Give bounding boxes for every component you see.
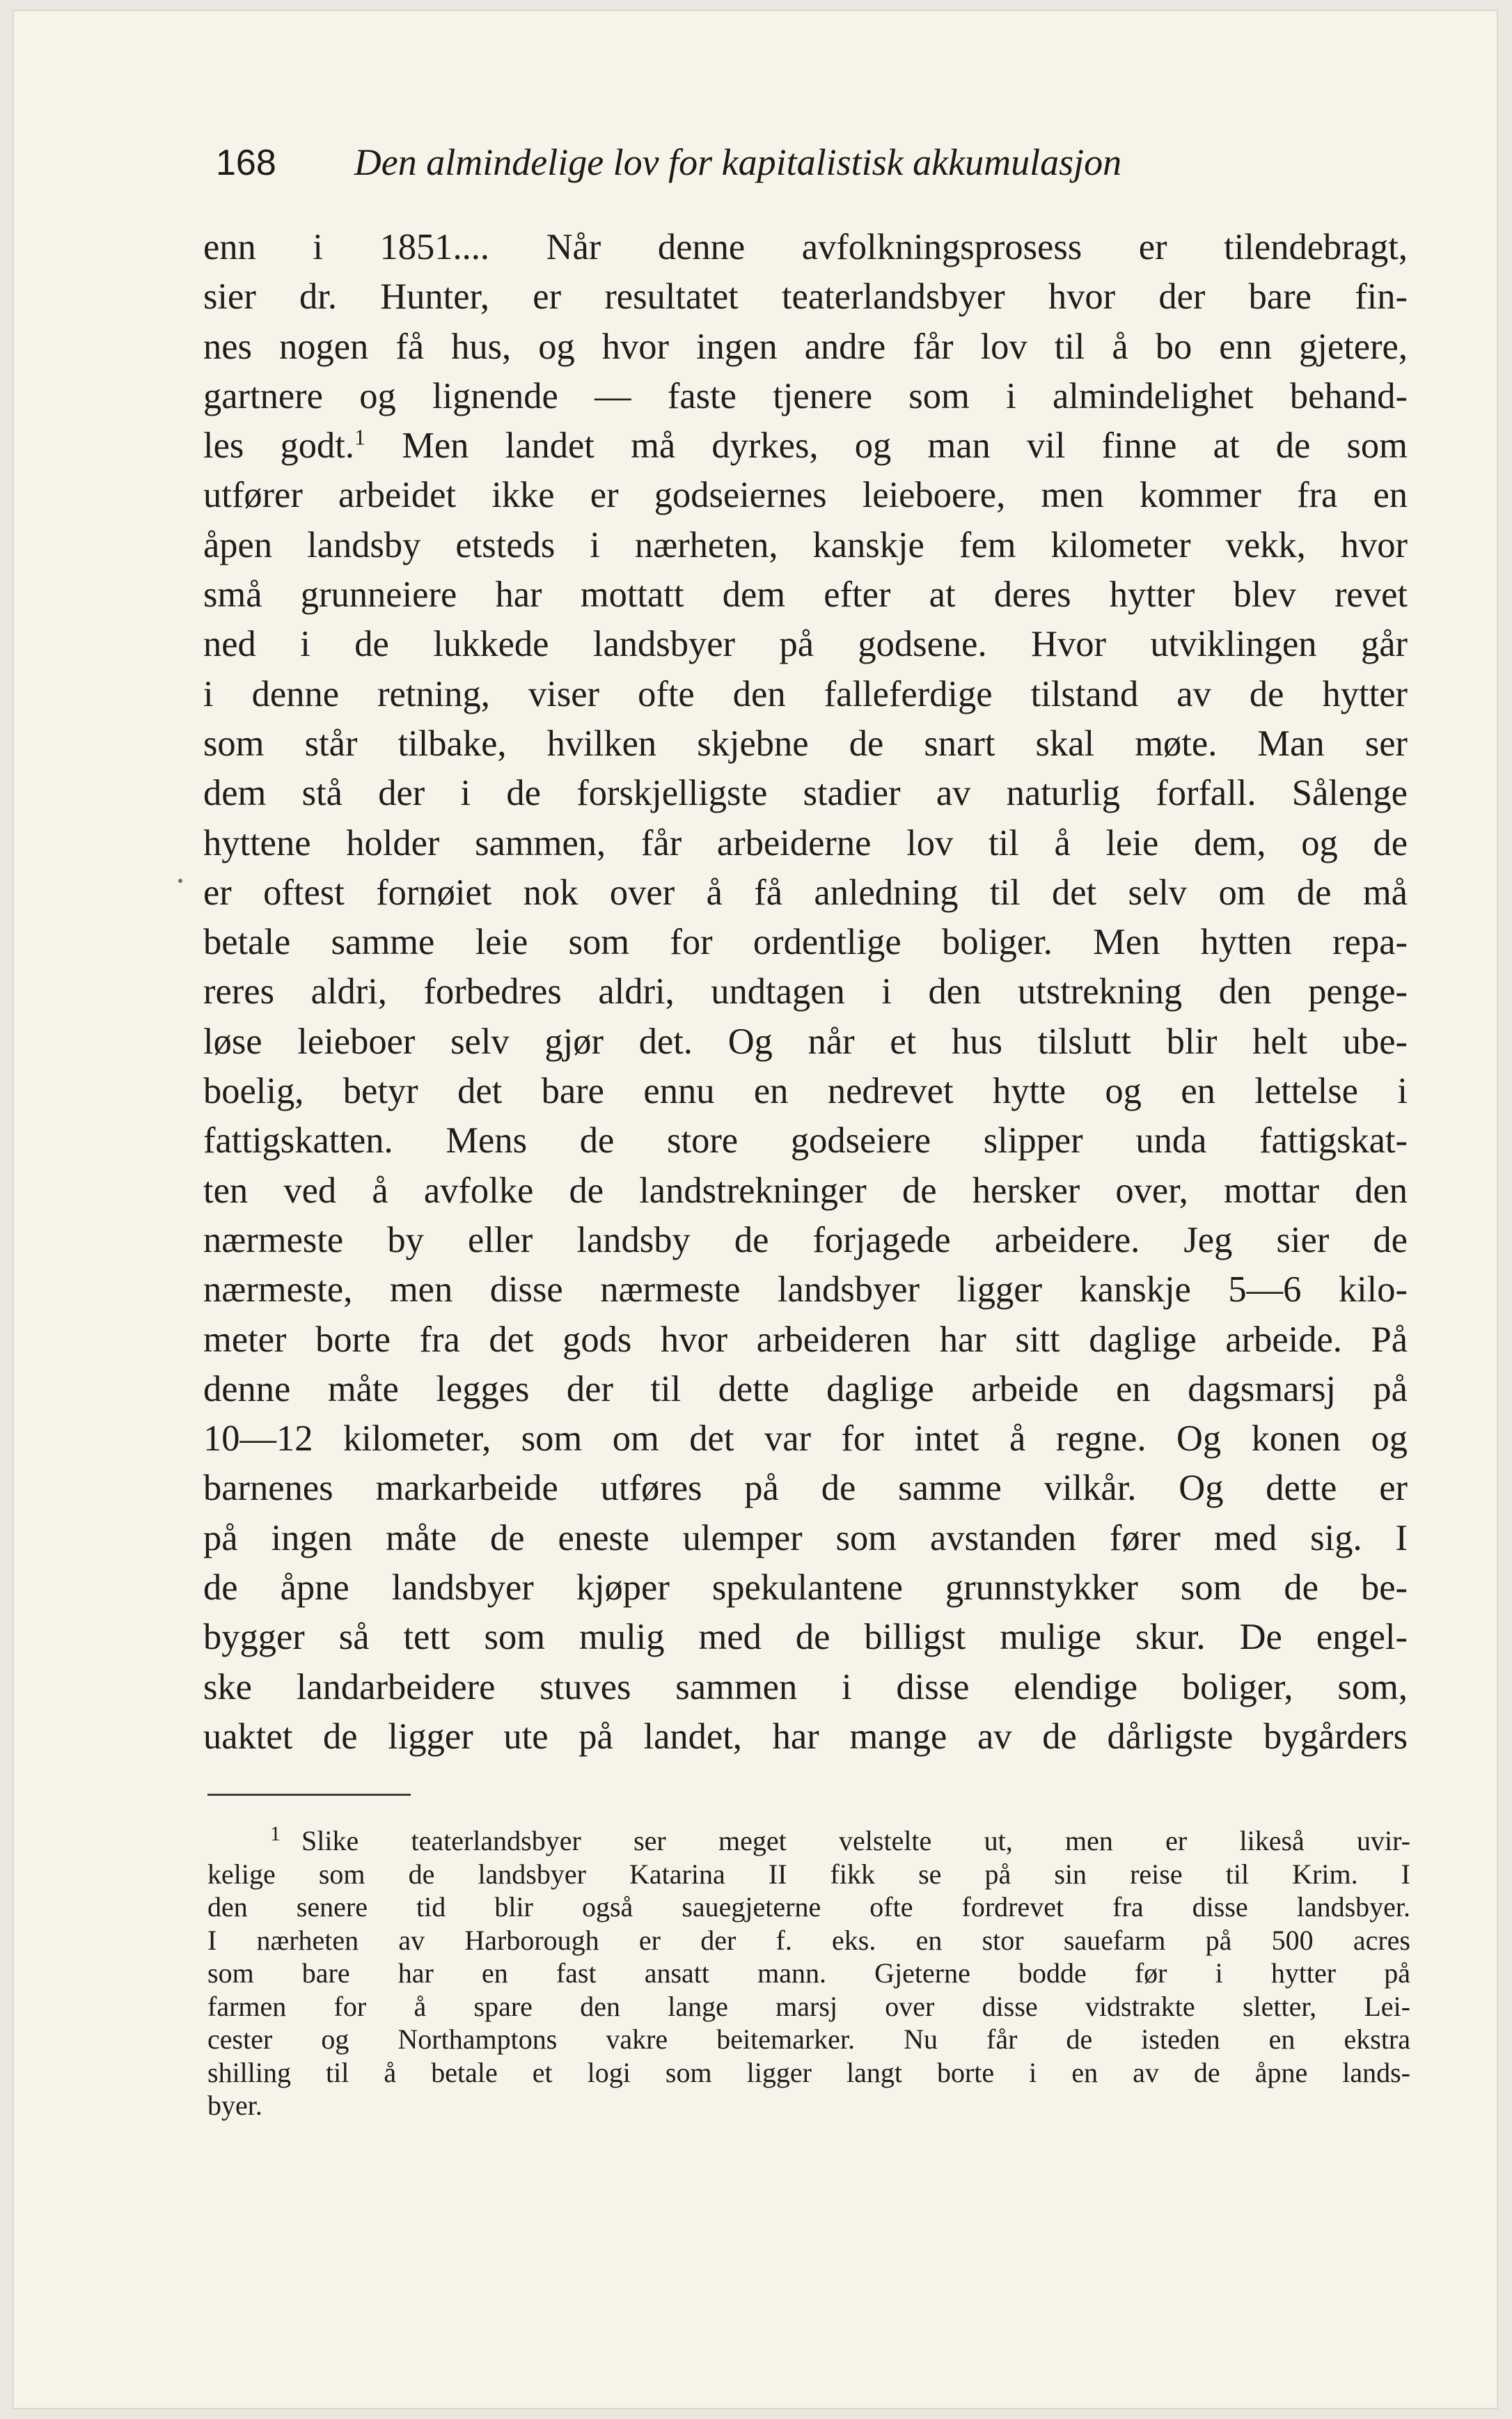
text-line: denne måte legges der til dette daglige arbeide en dagsmarsj på — [203, 1368, 1408, 1409]
text-line: sier dr. Hunter, er resultatet teaterlandsbyer hvor der bare fin- — [203, 276, 1408, 318]
text-line: som står tilbake, hvilken skjebne de snart skal møte. Man ser — [203, 723, 1408, 764]
text-line: nes nogen få hus, og hvor ingen andre får lov til å bo enn gjetere, — [203, 326, 1408, 367]
footnote-reference: 1 — [354, 424, 365, 450]
running-title: Den almindelige lov for kapitalistisk akkumulasjon — [354, 141, 1122, 183]
footnote-divider — [207, 1794, 411, 1796]
text-line: i denne retning, viser ofte den falleferdige tilstand av de hytter — [203, 673, 1408, 714]
text-line: enn i 1851.... Når denne avfolkningsprosess er tilendebragt, — [203, 227, 1408, 267]
footnote-text: Slike teaterlandsbyer ser meget velstelte ut, men er likeså uvir- — [301, 1825, 1410, 1856]
margin-mark — [178, 879, 182, 883]
text-line: ske landarbeidere stuves sammen i disse elendige boliger, som, — [203, 1666, 1408, 1707]
text-line: hyttene holder sammen, får arbeiderne lov til å leie dem, og de — [203, 822, 1408, 863]
text-line: reres aldri, forbedres aldri, undtagen i den utstrekning den penge- — [203, 971, 1408, 1012]
footnote-line: I nærheten av Harborough er der f. eks. en stor sauefarm på 500 acres — [207, 1924, 1410, 1956]
text-line: uaktet de ligger ute på landet, har mange av de dårligste bygårders — [203, 1716, 1408, 1757]
text-line: nærmeste by eller landsby de forjagede arbeidere. Jeg sier de — [203, 1219, 1408, 1260]
text-fragment: Men landet må dyrkes, og man vil finne at de som — [402, 425, 1408, 467]
text-line: betale samme leie som for ordentlige boliger. Men hytten repa- — [203, 922, 1408, 963]
text-line-with-footnote — [203, 421, 1408, 471]
footnote-line: den senere tid blir også sauegjeterne ofte fordrevet fra disse landsbyer. — [207, 1891, 1410, 1923]
text-line: ned i de lukkede landsbyer på godsene. Hvor utviklingen går — [203, 624, 1408, 665]
text-line: er oftest fornøiet nok over å få anledning til det selv om de må — [203, 872, 1408, 913]
text-line: meter borte fra det gods hvor arbeideren har sitt daglige arbeide. På — [203, 1319, 1408, 1360]
text-line: nærmeste, men disse nærmeste landsbyer ligger kanskje 5—6 kilo- — [203, 1269, 1408, 1310]
footnote-line: byer. — [207, 2090, 262, 2121]
text-line: de åpne landsbyer kjøper spekulantene grunnstykker som de be- — [203, 1567, 1408, 1608]
text-line: barnenes markarbeide utføres på de samme vilkår. Og dette er — [203, 1468, 1408, 1509]
footnote-line: shilling til å betale et logi som ligger langt borte i en av de åpne lands- — [207, 2056, 1410, 2088]
page-header — [216, 141, 1121, 196]
footnote-line: kelige som de landsbyer Katarina II fikk se på sin reise til Krim. I — [207, 1858, 1410, 1890]
text-line: løse leieboer selv gjør det. Og når et hus tilslutt blir helt ube- — [203, 1021, 1408, 1062]
footnote-line: cester og Northamptons vakre beitemarker. Nu får de isteden en ekstra — [207, 2023, 1410, 2055]
text-line: på ingen måte de eneste ulemper som avstanden fører med sig. I — [203, 1517, 1408, 1558]
text-line: gartnere og lignende — faste tjenere som i almindelighet behand- — [203, 375, 1408, 416]
footnote-line: farmen for å spare den lange marsj over disse vidstrakte sletter, Lei- — [207, 1990, 1410, 2022]
text-line: åpen landsby etsteds i nærheten, kanskje fem kilometer vekk, hvor — [203, 524, 1408, 565]
text-line: dem stå der i de forskjelligste stadier av naturlig forfall. Sålenge — [203, 773, 1408, 814]
text-fragment: les godt. — [203, 425, 354, 467]
page-number: 168 — [216, 143, 276, 183]
text-line: utfører arbeidet ikke er godseiernes leieboere, men kommer fra en — [203, 475, 1408, 516]
text-line: 10—12 kilometer, som om det var for intet å regne. Og konen og — [203, 1418, 1408, 1459]
text-line: ten ved å avfolke de landstrekninger de hersker over, mottar den — [203, 1170, 1408, 1211]
footnote — [207, 1824, 1410, 2122]
body-text — [203, 223, 1408, 1762]
text-line: boelig, betyr det bare ennu en nedrevet hytte og en lettelse i — [203, 1071, 1408, 1112]
text-line: fattigskatten. Mens de store godseiere slipper unda fattigskat- — [203, 1120, 1408, 1161]
footnote-line: som bare har en fast ansatt mann. Gjeterne bodde før i hytter på — [207, 1957, 1410, 1989]
text-line: bygger så tett som mulig med de billigst mulige skur. De engel- — [203, 1617, 1408, 1658]
text-line: små grunneiere har mottatt dem efter at deres hytter blev revet — [203, 574, 1408, 616]
footnote-line — [207, 1824, 1410, 1858]
footnote-marker: 1 — [270, 1822, 281, 1845]
